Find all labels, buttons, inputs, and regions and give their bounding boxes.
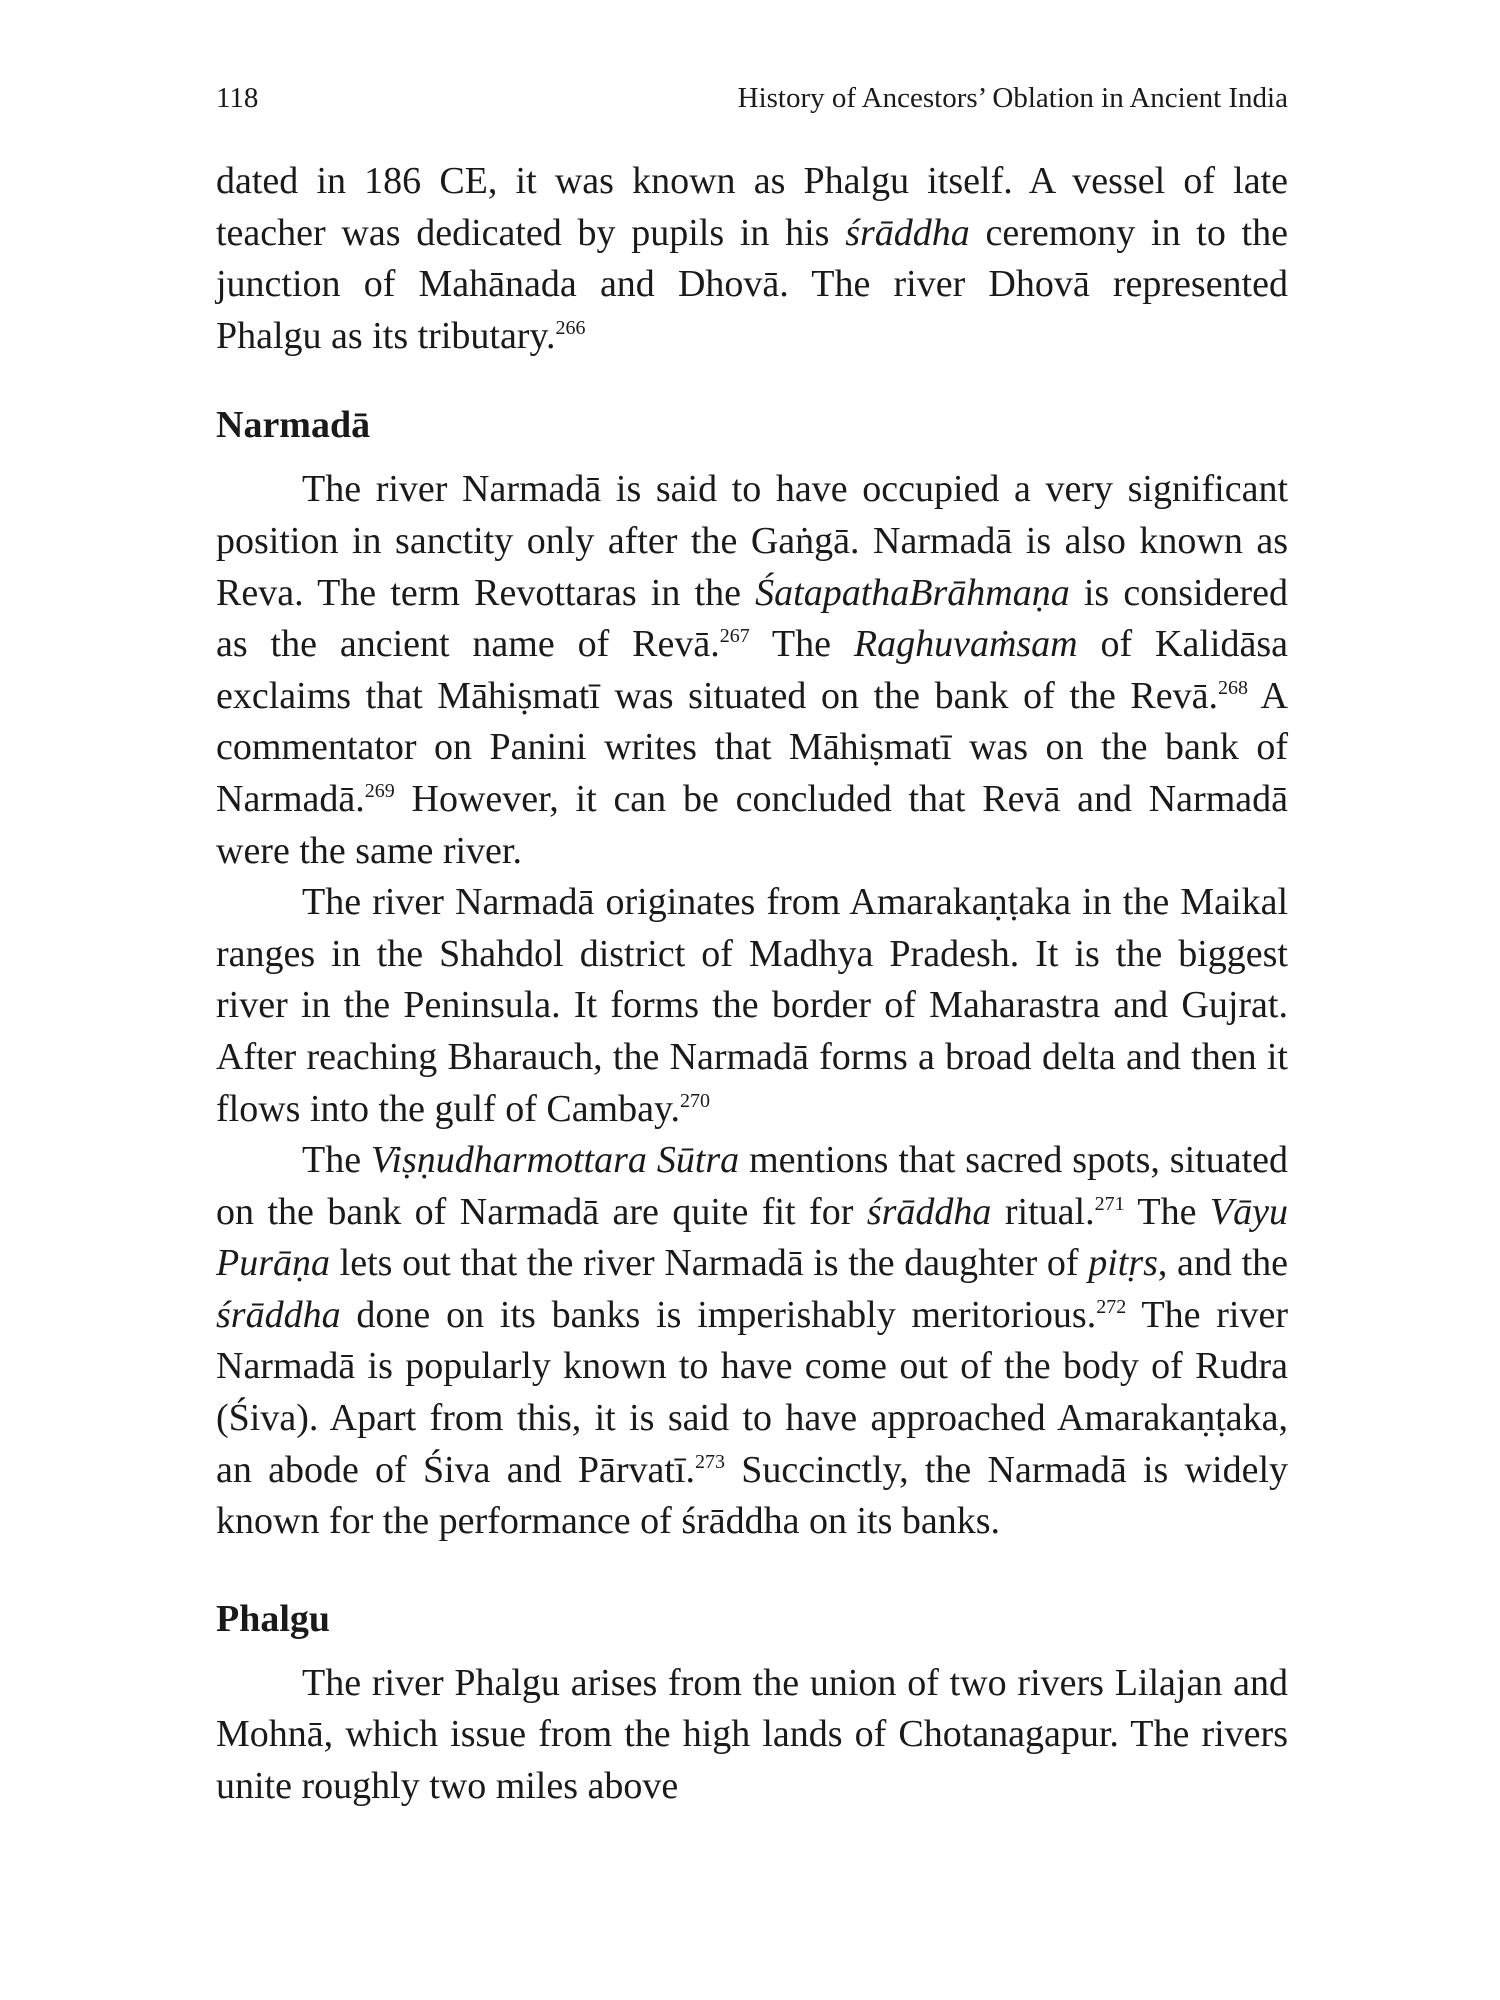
italic-term: śrāddha [845,211,970,254]
text-run: done on its banks is imperishably meritorious. [340,1293,1097,1336]
running-title: History of Ancestors’ Oblation in Ancient India [737,82,1288,114]
italic-term: śrāddha [866,1190,992,1233]
text-run: lets out that the river Narmadā is the daughter of [330,1242,1089,1285]
footnote-ref: 271 [1094,1192,1125,1215]
narmada-paragraph-2 [216,877,1288,1135]
narmada-paragraph-3 [216,1135,1288,1548]
narmada-paragraph-1 [216,464,1288,877]
italic-term: Raghuvaṁsam [853,623,1078,666]
section-heading-narmada: Narmadā [216,404,371,447]
text-run: dated in 186 CE, it was known as Phalgu itself. A vessel of late teacher was dedicated by pupils in his [216,160,1288,254]
text-run: ritual. [991,1190,1095,1233]
italic-term: Vāyu Purāṇa [216,1190,1288,1285]
body-text [216,156,1288,1813]
text-run: is considered as the ancient name of Revā. [216,571,1288,666]
section-heading-phalgu: Phalgu [216,1597,331,1640]
continuation-paragraph [216,156,1288,362]
footnote-ref: 272 [1096,1295,1127,1318]
italic-term: pitṛs [1088,1242,1158,1285]
footnote-ref: 266 [555,316,586,339]
text-run: mentions that sacred spots, situated on the bank of Narmadā are quite fit for [216,1139,1289,1233]
footnote-ref: 268 [1218,676,1249,699]
text-run: The river Phalgu arises from the union of two rivers Lilajan and Mohnā, which issue from the high lands of Chotanagapur. The rivers unite roughly two miles above [216,1661,1288,1808]
text-run: The river Narmadā originates from Amarakaṇṭaka in the Maikal ranges in the Shahdol district of Madhya Pradesh. It is the biggest river in the Peninsula. It forms the border of Maharastra and Gujrat. After reaching Bharauch, the Narmadā forms a broad delta and then it flows into the gulf of Cambay. [216,881,1288,1130]
text-run: The river Narmadā is said to have occupied a very significant position in sanctity only after the Gaṅgā. Narmadā is also known as Reva. The term Revottaras in the [216,468,1288,614]
text-run: The [749,623,854,666]
footnote-ref: 267 [719,625,750,648]
italic-term: śrāddha [216,1293,341,1336]
text-run: However, it can be concluded that Revā and Narmadā were the same river. [216,777,1288,872]
text-run: , and the [1157,1242,1288,1285]
running-header [216,78,1288,118]
footnote-ref: 269 [364,779,395,802]
page-number: 118 [216,82,259,114]
text-run: The [1124,1190,1210,1233]
text-run: A commentator on Panini writes that Māhiṣmatī was on the bank of Narmadā. [216,674,1288,820]
footnote-ref: 273 [694,1450,725,1473]
text-run: The river Narmadā is popularly known to have come out of the body of Rudra (Śiva). Apart from this, it is said to have approached Amarakaṇṭaka, an abode of Śiva and Pārvatī. [216,1293,1289,1491]
italic-term: Viṣṇudharmottara Sūtra [371,1139,740,1182]
text-run: ceremony in to the junction of Mahānada and Dhovā. The river Dhovā represented Phalgu as its tributary. [216,211,1288,357]
phalgu-paragraph-1 [216,1658,1288,1813]
text-run: of Kalidāsa exclaims that Māhiṣmatī was situated on the bank of the Revā. [216,623,1288,717]
text-run: The [302,1139,372,1182]
text-run: Succinctly, the Narmadā is widely known for the performance of śrāddha on its banks. [216,1448,1289,1543]
footnote-ref: 270 [680,1089,711,1112]
italic-term: ŚatapathaBrāhmaṇa [755,571,1070,614]
